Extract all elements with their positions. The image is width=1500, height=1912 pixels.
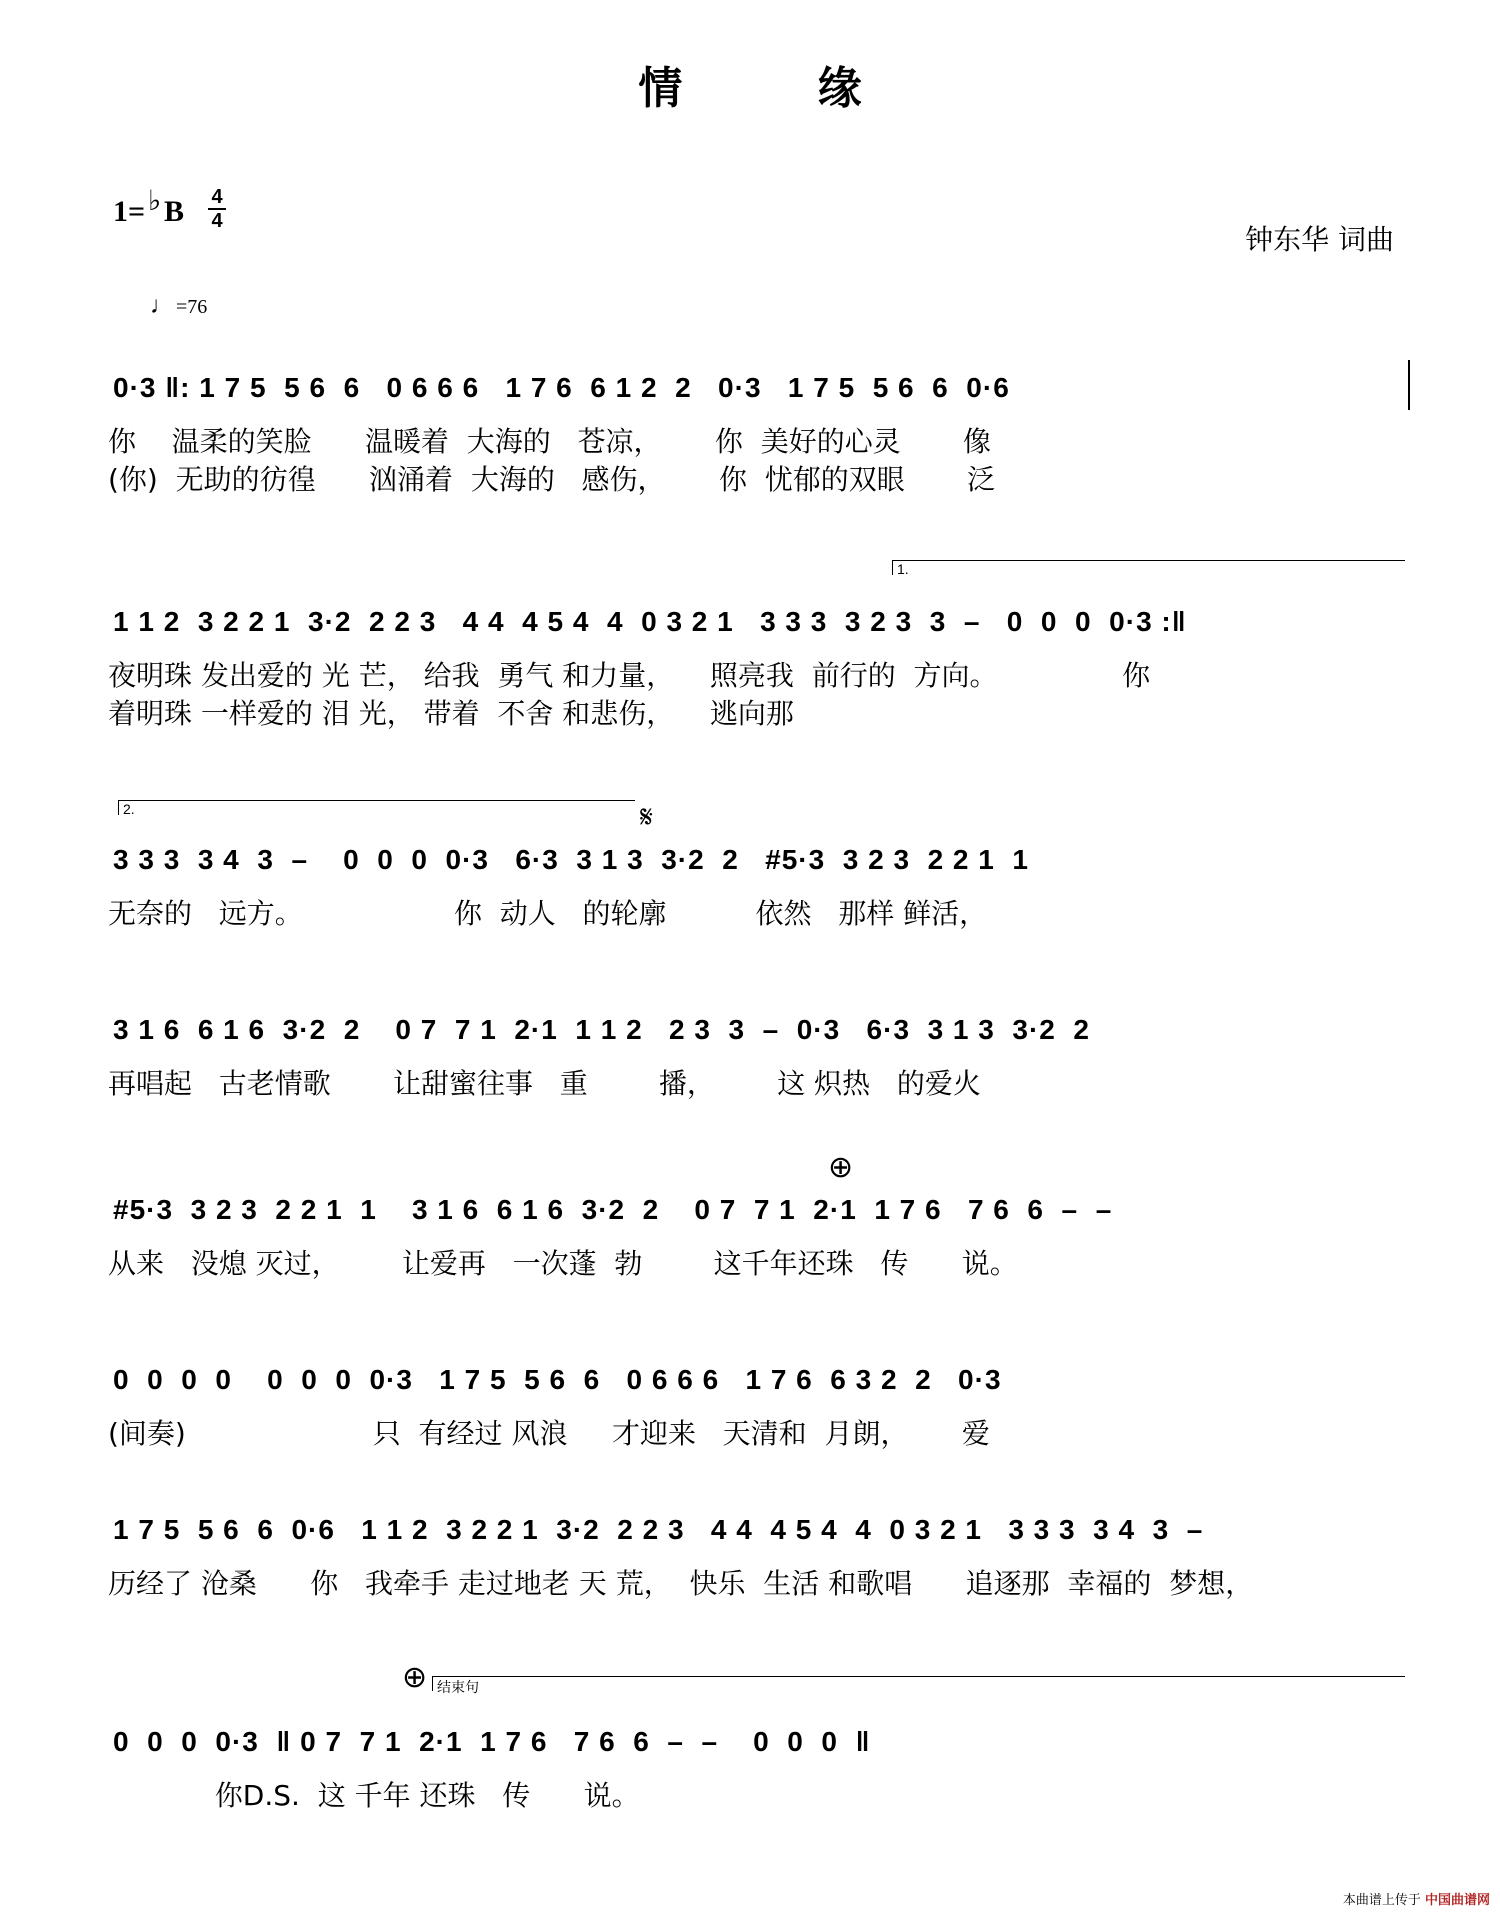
lyrics-verse-1: (间奏) 只 有经过 风浪 才迎来 天清和 月朗， 爱 bbox=[108, 1417, 990, 1450]
volta-bracket-2: 2. bbox=[118, 800, 635, 815]
lyrics-verse-1: 你D.S. 这 千年 还珠 传 说。 bbox=[108, 1779, 640, 1812]
notes-line: 3 3 3 3 4 3 – 0 0 0 0·3 6·3 3 1 3 3·2 2 #5·3 3 2 3 2 2 1 1 bbox=[113, 844, 1029, 875]
lyrics-verse-2: 着明珠 一样爱的 泪 光， 带着 不舍 和悲伤， 逃向那 bbox=[108, 697, 794, 730]
site-brand[interactable]: 中国曲谱网 bbox=[1424, 1893, 1490, 1908]
upload-credit-text: 本曲谱上传于 bbox=[1342, 1893, 1421, 1908]
score-system-1 bbox=[0, 360, 1500, 590]
upload-credit bbox=[1343, 1889, 1490, 1908]
score-system-3 bbox=[0, 800, 1500, 1030]
lyrics-verse-1: 从来 没熄 灭过， 让爱再 一次蓬 勃 这千年还珠 传 说。 bbox=[108, 1247, 1018, 1280]
flat-sign: ♭ bbox=[148, 184, 162, 217]
barline bbox=[1408, 360, 1410, 410]
author-credit: 钟东华 词曲 bbox=[1245, 223, 1394, 256]
notes-line: 0·3 ‖: 1 7 5 5 6 6 0 6 6 6 1 7 6 6 1 2 2 0·3 1 7 5 5 6 6 0·6 bbox=[113, 372, 1010, 403]
lyrics-verse-1: 再唱起 古老情歌 让甜蜜往事 重 播， 这 炽热 的爱火 bbox=[108, 1067, 981, 1100]
lyrics-verse-2: (你) 无助的彷徨 汹涌着 大海的 感伤， 你 忧郁的双眼 泛 bbox=[108, 463, 996, 496]
key-tonic: B bbox=[164, 195, 185, 228]
score-system-8 bbox=[0, 1660, 1500, 1890]
notes-line: 0 0 0 0·3 ‖ 0 7 7 1 2·1 1 7 6 7 6 6 – – 0 0 0 ‖ bbox=[113, 1726, 871, 1757]
notes-line: 1 1 2 3 2 2 1 3·2 2 2 3 4 4 4 5 4 4 0 3 2 1 3 3 3 3 2 3 3 – 0 0 0 0·3 :‖ bbox=[113, 606, 1187, 637]
notes-line: #5·3 3 2 3 2 2 1 1 3 1 6 6 1 6 3·2 2 0 7 7 1 2·1 1 7 6 7 6 6 – – bbox=[113, 1194, 1113, 1225]
lyrics-verse-1: 你 温柔的笑脸 温暖着 大海的 苍凉， 你 美好的心灵 像 bbox=[108, 425, 992, 458]
coda-icon: ⊕ bbox=[402, 1660, 428, 1695]
score-system-2 bbox=[0, 560, 1500, 790]
key-signature: 1= bbox=[113, 195, 146, 228]
lyrics-verse-1: 历经了 沧桑 你 我牵手 走过地老 天 荒， 快乐 生活 和歌唱 追逐那 幸福的 梦想， bbox=[108, 1567, 1254, 1600]
notes-line: 1 7 5 5 6 6 0·6 1 1 2 3 2 2 1 3·2 2 2 3 4 4 4 5 4 4 0 3 2 1 3 3 3 3 4 3 – bbox=[113, 1514, 1204, 1545]
lyrics-verse-1: 无奈的 远方。 你 动人 的轮廓 依然 那样 鲜活， bbox=[108, 897, 988, 930]
volta-bracket-1: 1. bbox=[892, 560, 1405, 575]
notes-line: 3 1 6 6 1 6 3·2 2 0 7 7 1 2·1 1 1 2 2 3 3 – 0·3 6·3 3 1 3 3·2 2 bbox=[113, 1014, 1091, 1045]
ending-bracket: 结束句 bbox=[432, 1676, 1405, 1691]
tempo-value: =76 bbox=[176, 296, 208, 318]
lyrics-verse-1: 夜明珠 发出爱的 光 芒， 给我 勇气 和力量， 照亮我 前行的 方向。 你 bbox=[108, 659, 1151, 692]
quarter-note-icon: ♩ bbox=[150, 293, 174, 319]
segno-icon: 𝄋 bbox=[640, 800, 653, 835]
tempo-marking bbox=[150, 293, 207, 320]
score-system-5 bbox=[0, 1150, 1500, 1380]
score-title: 情 缘 bbox=[638, 63, 922, 114]
notes-line: 0 0 0 0 0 0 0 0·3 1 7 5 5 6 6 0 6 6 6 1 7 6 6 3 2 2 0·3 bbox=[113, 1364, 1002, 1395]
time-signature-bottom: 4 bbox=[211, 210, 223, 232]
time-signature bbox=[206, 186, 228, 232]
coda-icon: ⊕ bbox=[828, 1150, 854, 1185]
time-signature-top: 4 bbox=[211, 186, 223, 208]
